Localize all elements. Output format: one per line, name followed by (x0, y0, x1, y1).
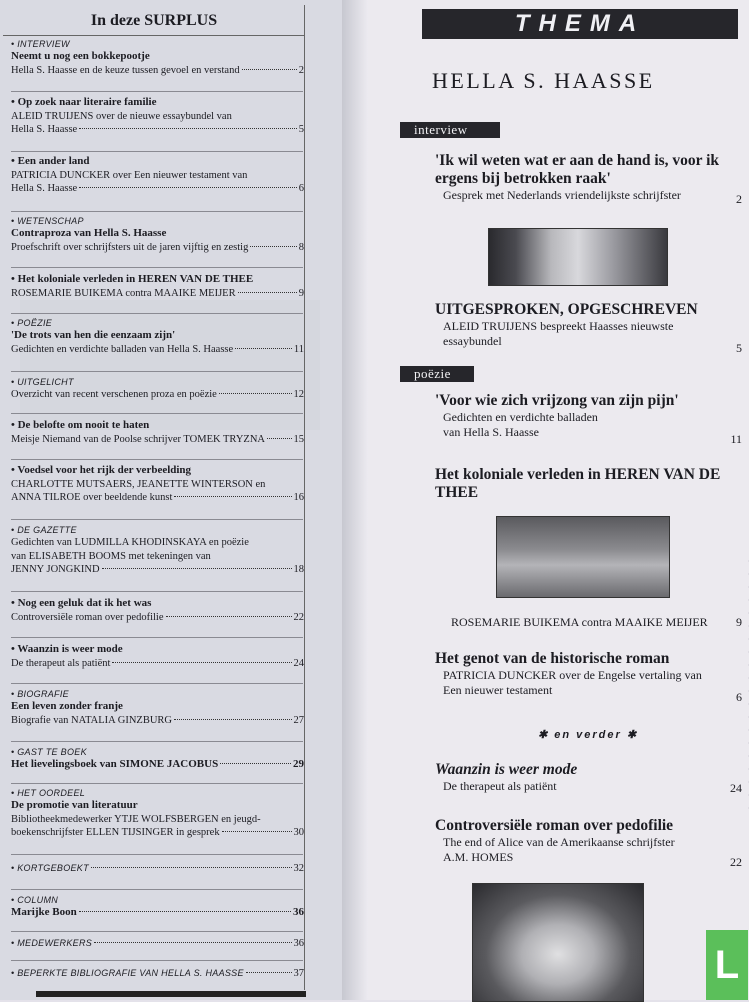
toc-entry[interactable] (11, 688, 304, 727)
toc-entry[interactable] (11, 862, 304, 876)
toc-category: • MEDEWERKERS (11, 938, 93, 948)
toc-line: JENNY JONGKIND (11, 564, 100, 576)
toc-separator (11, 151, 303, 152)
toc-entry[interactable] (11, 643, 304, 670)
thema-item-page: 9 (736, 615, 742, 629)
toc-category: • DE GAZETTE (11, 525, 77, 535)
toc-heading: Contraproza van Hella S. Haasse (11, 227, 167, 239)
toc-heading: • Voedsel voor het rijk der verbeelding (11, 464, 192, 476)
toc-separator (11, 931, 303, 932)
toc-page-number: 15 (293, 433, 304, 445)
toc-line: ALEID TRUIJENS over de nieuwe essaybundel van (11, 110, 232, 122)
toc-line: Overzicht van recent verschenen proza en poëzie (11, 389, 217, 400)
toc-entry[interactable] (11, 967, 304, 981)
toc-page-number: 32 (293, 863, 304, 874)
toc-line: ROSEMARIE BUIKEMA contra MAAIKE MEIJER (11, 287, 236, 299)
toc-heading: • Een ander land (11, 155, 90, 167)
toc-separator (11, 313, 303, 314)
toc-page-number: 22 (293, 611, 304, 623)
toc-page-number: 12 (293, 389, 304, 400)
toc-line: CHARLOTTE MUTSAERS, JEANETTE WINTERSON en (11, 478, 266, 490)
thema-header: THEMA (422, 9, 738, 39)
toc-line: Hella S. Haasse (11, 124, 78, 136)
toc-entry[interactable] (11, 273, 304, 300)
toc-entry[interactable] (11, 96, 304, 137)
section-label-poezie: poëzie (400, 366, 474, 382)
toc-page-number: 5 (298, 124, 304, 136)
toc-separator (11, 741, 303, 742)
toc-entry[interactable] (11, 155, 304, 196)
thema-item-subtitle: De therapeut als patiënt (443, 779, 557, 793)
toc-category: • WETENSCHAP (11, 216, 84, 226)
toc-separator (11, 413, 303, 414)
thema-item[interactable] (435, 615, 742, 630)
toc-page-number: 36 (293, 906, 304, 918)
page-gutter (342, 0, 368, 1000)
toc-separator (11, 637, 303, 638)
section-label-interview: interview (400, 122, 500, 138)
thema-item-heading: Het genot van de historische roman (435, 650, 670, 667)
toc-category: • HET OORDEEL (11, 788, 86, 798)
toc-separator (11, 371, 303, 372)
toc-line: Controversiële roman over pedofilie (11, 611, 164, 623)
toc-separator (11, 591, 303, 592)
toc-line: Het lievelingsboek van SIMONE JACOBUS (11, 758, 219, 770)
thema-item-heading: UITGESPROKEN, OPGESCHREVEN (435, 301, 698, 318)
toc-heading: • Het koloniale verleden in HEREN VAN DE THEE (11, 273, 254, 285)
toc-entry[interactable] (11, 937, 304, 951)
toc-line: De therapeut als patiënt (11, 657, 111, 669)
toc-line: Hella S. Haasse (11, 183, 78, 195)
toc-entry[interactable] (11, 524, 304, 577)
toc-heading: Neemt u nog een bokkepootje (11, 50, 150, 62)
toc-line: van ELISABETH BOOMS met tekeningen van (11, 550, 211, 562)
thema-item[interactable] (435, 761, 742, 794)
toc-category: • BEPERKTE BIBLIOGRAFIE VAN HELLA S. HAASSE (11, 968, 244, 978)
thema-item[interactable] (435, 466, 742, 502)
toc-entry[interactable] (11, 419, 304, 446)
thema-item[interactable] (435, 301, 742, 355)
toc-line: Proefschrift over schrijfsters uit de jaren vijftig en zestig (11, 241, 249, 253)
toc-heading: • Waanzin is weer mode (11, 643, 123, 655)
toc-category: • BIOGRAFIE (11, 689, 69, 699)
toc-heading: 'De trots van hen die eenzaam zijn' (11, 329, 176, 341)
toc-page-number: 8 (298, 241, 304, 253)
toc-separator (11, 267, 303, 268)
toc-separator (11, 854, 303, 855)
thema-item-subtitle: PATRICIA DUNCKER over de Engelse vertaling van Een nieuwer testament (443, 668, 702, 697)
thema-item[interactable] (435, 392, 742, 446)
girl-portrait-photo (472, 883, 644, 1002)
thema-item-page: 5 (736, 341, 742, 355)
toc-separator (11, 459, 303, 460)
thema-item-subtitle: Gesprek met Nederlands vriendelijkste schrijfster (443, 188, 681, 202)
toc-box (3, 5, 305, 990)
toc-line: Marijke Boon (11, 906, 77, 918)
thema-item-page: 11 (730, 432, 742, 446)
toc-heading: • Nog een geluk dat ik het was (11, 597, 152, 609)
author-title: HELLA S. HAASSE (432, 68, 655, 93)
toc-entry[interactable] (11, 787, 304, 840)
toc-page-number: 30 (293, 827, 304, 839)
portrait-eyes-photo (488, 228, 668, 286)
thema-item[interactable] (435, 650, 742, 704)
toc-line: ANNA TILROE over beeldende kunst (11, 492, 173, 504)
thema-item-heading: 'Voor wie zich vrijzong van zijn pijn' (435, 392, 679, 409)
toc-page-number: 16 (293, 492, 304, 504)
toc-heading: De promotie van literatuur (11, 799, 138, 811)
toc-page-number: 18 (293, 564, 304, 576)
thema-page (368, 0, 749, 1000)
toc-entry[interactable] (11, 38, 304, 77)
toc-heading: • De belofte om nooit te haten (11, 419, 150, 431)
garden-photo (496, 516, 670, 598)
thema-item-subtitle: ALEID TRUIJENS bespreekt Haasses nieuwste essaybundel (443, 319, 674, 348)
toc-page (0, 0, 342, 1000)
thema-item-subtitle: The end of Alice van de Amerikaanse schrijfster A.M. HOMES (443, 835, 675, 864)
toc-entry[interactable] (11, 464, 304, 505)
toc-separator (11, 683, 303, 684)
toc-category: • KORTGEBOEKT (11, 863, 89, 873)
toc-separator (11, 783, 303, 784)
thema-item[interactable] (435, 152, 742, 206)
toc-category: • POËZIE (11, 318, 53, 328)
toc-separator (11, 889, 303, 890)
toc-line: boekenschrijfster ELLEN TIJSINGER in gesprek (11, 827, 220, 839)
toc-separator (11, 91, 303, 92)
toc-page-number: 11 (293, 343, 304, 355)
toc-line: Hella S. Haasse en de keuze tussen gevoel en verstand (11, 64, 240, 76)
logo-l-badge: L (706, 930, 748, 1000)
thema-item-heading: Het koloniale verleden in HEREN VAN DE THEE (435, 466, 721, 501)
thema-item-page: 6 (736, 690, 742, 704)
toc-category: • UITGELICHT (11, 377, 74, 387)
toc-category: • GAST TE BOEK (11, 747, 87, 757)
thema-item-heading: 'Ik wil weten wat er aan de hand is, voor ik ergens bij betrokken raak' (435, 152, 720, 187)
toc-line: Gedichten en verdichte balladen van Hella S. Haasse (11, 343, 234, 355)
toc-title: In deze SURPLUS (3, 5, 305, 36)
thema-item[interactable] (435, 817, 742, 869)
toc-heading: Een leven zonder franje (11, 700, 123, 712)
toc-page-number: 36 (293, 938, 304, 949)
toc-page-number: 9 (298, 287, 304, 299)
toc-page-number: 27 (293, 714, 304, 726)
toc-line: Gedichten van LUDMILLA KHODINSKAYA en poëzie (11, 537, 249, 548)
en-verder-label: ✱ en verder ✱ (538, 729, 639, 741)
toc-category: • INTERVIEW (11, 39, 70, 49)
thema-item-heading: Waanzin is weer mode (435, 761, 578, 778)
toc-separator (11, 960, 303, 961)
toc-entry[interactable] (11, 746, 304, 772)
thema-item-page: 24 (730, 781, 742, 795)
toc-line: Meisje Niemand van de Poolse schrijver TOMEK TRYZNA (11, 433, 266, 445)
toc-entry[interactable] (11, 317, 304, 356)
toc-bottom-bar (36, 991, 306, 997)
thema-item-heading: Controversiële roman over pedofilie (435, 817, 674, 834)
toc-entry[interactable] (11, 894, 304, 920)
toc-heading: • Op zoek naar literaire familie (11, 96, 157, 108)
toc-page-number: 2 (298, 64, 304, 76)
toc-line: PATRICIA DUNCKER over Een nieuwer testament van (11, 169, 248, 181)
toc-separator (11, 211, 303, 212)
toc-page-number: 29 (293, 758, 304, 770)
toc-page-number: 6 (298, 183, 304, 195)
toc-line: Bibliotheekmedewerker YTJE WOLFSBERGEN en jeugd- (11, 813, 261, 825)
toc-entry[interactable] (11, 215, 304, 254)
toc-separator (11, 519, 303, 520)
toc-page-number: 24 (293, 657, 304, 669)
thema-item-page: 2 (736, 192, 742, 206)
toc-category: • COLUMN (11, 895, 59, 905)
thema-item-subtitle: ROSEMARIE BUIKEMA contra MAAIKE MEIJER (451, 615, 708, 629)
toc-entry[interactable] (11, 597, 304, 624)
toc-entry[interactable] (11, 376, 304, 402)
thema-item-page: 22 (730, 855, 742, 869)
thema-item-subtitle: Gedichten en verdichte balladen van Hella S. Haasse (443, 410, 598, 439)
toc-page-number: 37 (293, 968, 304, 979)
toc-line: Biografie van NATALIA GINZBURG (11, 714, 173, 726)
